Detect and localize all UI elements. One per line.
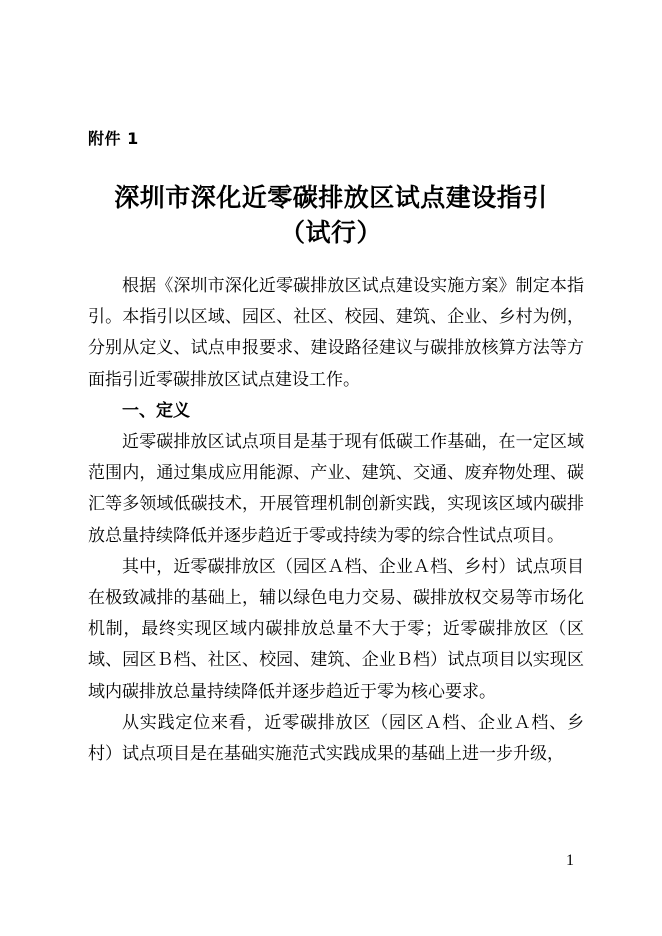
section-heading-definition: 一、定义 — [122, 400, 190, 421]
intro-paragraph: 根据《深圳市深化近零碳排放区试点建设实施方案》制定本指引。本指引以区域、园区、社区、校园、建筑、企业、乡村为例，分别从定义、试点申报要求、建设路径建议与碳排放核算方法等方面指引近零碳排放区试点建设工作。 — [88, 276, 584, 390]
page-number: 1 — [566, 852, 574, 869]
document-body — [88, 271, 584, 770]
document-subtitle: （试行） — [279, 218, 382, 247]
definition-paragraph: 从实践定位来看，近零碳排放区（园区Ａ档、企业Ａ档、乡村）试点项目是在基础实施范式实践成果的基础上进一步升级， — [88, 712, 584, 765]
attachment-label: 附件 1 — [88, 129, 139, 148]
definition-paragraph: 其中，近零碳排放区（园区Ａ档、企业Ａ档、乡村）试点项目在极致减排的基础上，辅以绿色电力交易、碳排放权交易等市场化机制，最终实现区域内碳排放总量不大于零；近零碳排放区（区域、园区Ｂ档、社区、校园、建筑、企业Ｂ档）试点项目以实现区域内碳排放总量持续降低并逐步趋近于零为核心要求。 — [88, 556, 584, 702]
document-title: 深圳市深化近零碳排放区试点建设指引 — [114, 183, 548, 212]
definition-paragraph: 近零碳排放区试点项目是基于现有低碳工作基础，在一定区域范围内，通过集成应用能源、产业、建筑、交通、废弃物处理、碳汇等多领域低碳技术，开展管理机制创新实践，实现该区域内碳排放总量持续降低并逐步趋近于零或持续为零的综合性试点项目。 — [88, 432, 584, 546]
